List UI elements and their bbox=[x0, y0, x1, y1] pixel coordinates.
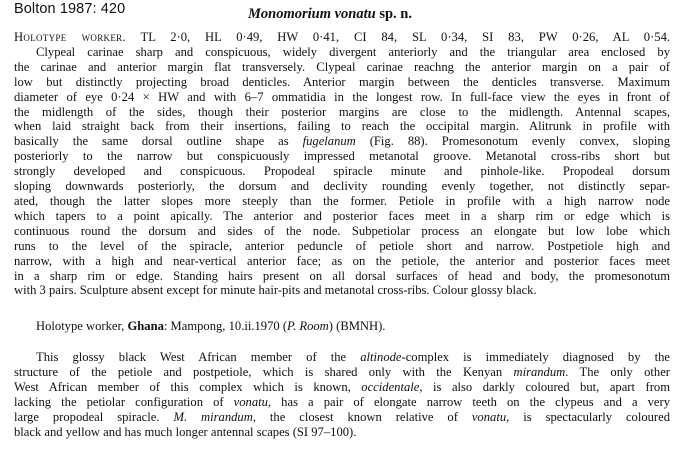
text-run: structure of the petiole and postpetiole, which is shared only with the Kenyan bbox=[14, 364, 514, 379]
description-line bbox=[14, 30, 670, 45]
text-run: , is spectacularly coloured bbox=[506, 409, 670, 424]
measurements: TL 2·0, HL 0·49, HW 0·41, CI 84, SL 0·34, SI 83, PW 0·26, AL 0·54. bbox=[140, 30, 671, 44]
text-run: This glossy black West African member of the bbox=[36, 350, 361, 364]
holotype-line bbox=[14, 319, 670, 334]
description-line: diameter of eye 0·24 × HW and with 6–7 ommatidia in the longest row. In full-face view the eyes in front of bbox=[14, 89, 670, 104]
description-line: continuous round the dorsum and sides of the node. Subpetiolar process an elongate but low lobe which bbox=[14, 223, 670, 238]
description-line: strongly developed and conspicuous. Propodeal spiracle minute and pinhole-like. Propodeal dorsum bbox=[14, 164, 670, 179]
text-run: West African member of this complex which is known, bbox=[14, 379, 362, 394]
complex-name: altinode bbox=[360, 350, 402, 364]
discussion-line bbox=[14, 380, 670, 395]
description-line: narrow, with a high and near-vertical anterior face; as on the petiole, the anterior and posterior faces meet bbox=[14, 253, 670, 268]
description-heading: Holotype worker. bbox=[14, 30, 126, 44]
discussion-line bbox=[14, 410, 670, 425]
holotype-record bbox=[14, 319, 670, 334]
holotype-collector: P. Room bbox=[287, 319, 329, 333]
description-line: in a sharp rim or edge. Standing hairs present on all dorsal surfaces of head and body, the promesonotum bbox=[14, 268, 670, 283]
discussion-line bbox=[14, 350, 670, 365]
discussion-paragraph bbox=[14, 350, 670, 439]
description-paragraph bbox=[14, 30, 670, 298]
text-run: Holotype worker, bbox=[36, 319, 128, 333]
description-line: posteriorly to the narrow but conspicuously impressed metanotal groove. Metanotal cross-ribs short but bbox=[14, 149, 670, 164]
species-genus: Monomorium bbox=[248, 6, 331, 22]
text-run: , has a pair of elongate narrow teeth on the clypeus and a very bbox=[267, 394, 670, 409]
species-name: M. mirandum bbox=[173, 409, 253, 424]
species-name: mirandum bbox=[513, 364, 566, 379]
citation-reference: Bolton 1987: 420 bbox=[14, 1, 126, 17]
description-line: the midlength of the sides, though their posterior margins are close to the midlength. Antennal scapes, bbox=[14, 104, 670, 119]
description-line: with 3 pairs. Sculpture absent except for minute hair-pits and metanotal cross-ribs. Colour glossy black. bbox=[14, 283, 537, 298]
text-run: , is also darkly coloured but, apart from bbox=[419, 379, 670, 394]
species-name: fugelanum bbox=[302, 134, 356, 149]
description-line: sloping downwards posteriorly, the dorsum and declivity rounding evenly together, not distinctly separ- bbox=[14, 179, 670, 194]
text-run: lacking the petiolar configuration of bbox=[14, 394, 234, 409]
text-run: , the closest known relative of bbox=[252, 409, 472, 424]
description-line: the carinae and anterior margin flat transversely. Clypeal carinae reachng the anterior margin on a pair of bbox=[14, 59, 670, 74]
text-run: -complex is immediately diagnosed by the bbox=[401, 350, 670, 364]
holotype-locality: : Mampong, 10.ii.1970 ( bbox=[163, 319, 288, 333]
discussion-line bbox=[14, 365, 670, 380]
description-line bbox=[14, 134, 670, 149]
description-line: which tapers to a point apically. The anterior and posterior faces meet in a sharp rim or edge which is bbox=[14, 208, 670, 223]
text-run: (Fig. 88). Promesonotum evenly convex, sloping bbox=[355, 134, 671, 149]
description-line: Clypeal carinae sharp and conspicuous, widely divergent anteriorly and the triangular area enclosed by bbox=[36, 44, 670, 59]
text-run: large propodeal spiracle. bbox=[14, 409, 174, 424]
discussion-line: black and yellow and has much longer antennal scapes (SI 97–100). bbox=[14, 424, 357, 439]
species-epithet: vonatu bbox=[334, 6, 376, 22]
species-title bbox=[248, 6, 412, 23]
species-name: vonatu bbox=[233, 394, 268, 409]
discussion-line bbox=[14, 395, 670, 410]
species-name: occidentale bbox=[361, 379, 420, 394]
holotype-country: Ghana bbox=[127, 319, 164, 333]
text-run: . The only other bbox=[565, 364, 671, 379]
species-status: sp. n. bbox=[379, 6, 412, 22]
species-name: vonatu bbox=[471, 409, 507, 424]
text-run: basically the same dorsal outline shape as bbox=[14, 134, 303, 149]
description-line: low but distinctly projecting broad denticles. Anterior margin between the denticles transverse. Maximum bbox=[14, 74, 670, 89]
description-line: ated, though the latter slopes more steeply than the former. Petiole in profile with a high narrow node bbox=[14, 193, 670, 208]
description-line: when laid straight back from their insertions, failing to reach the occipital margin. Alitrunk in profile with bbox=[14, 119, 670, 134]
holotype-depository: ) (BMNH). bbox=[328, 319, 386, 333]
description-line: runs to the level of the spiracle, anterior peduncle of petiole short and narrow. Postpetiole high and bbox=[14, 238, 670, 253]
